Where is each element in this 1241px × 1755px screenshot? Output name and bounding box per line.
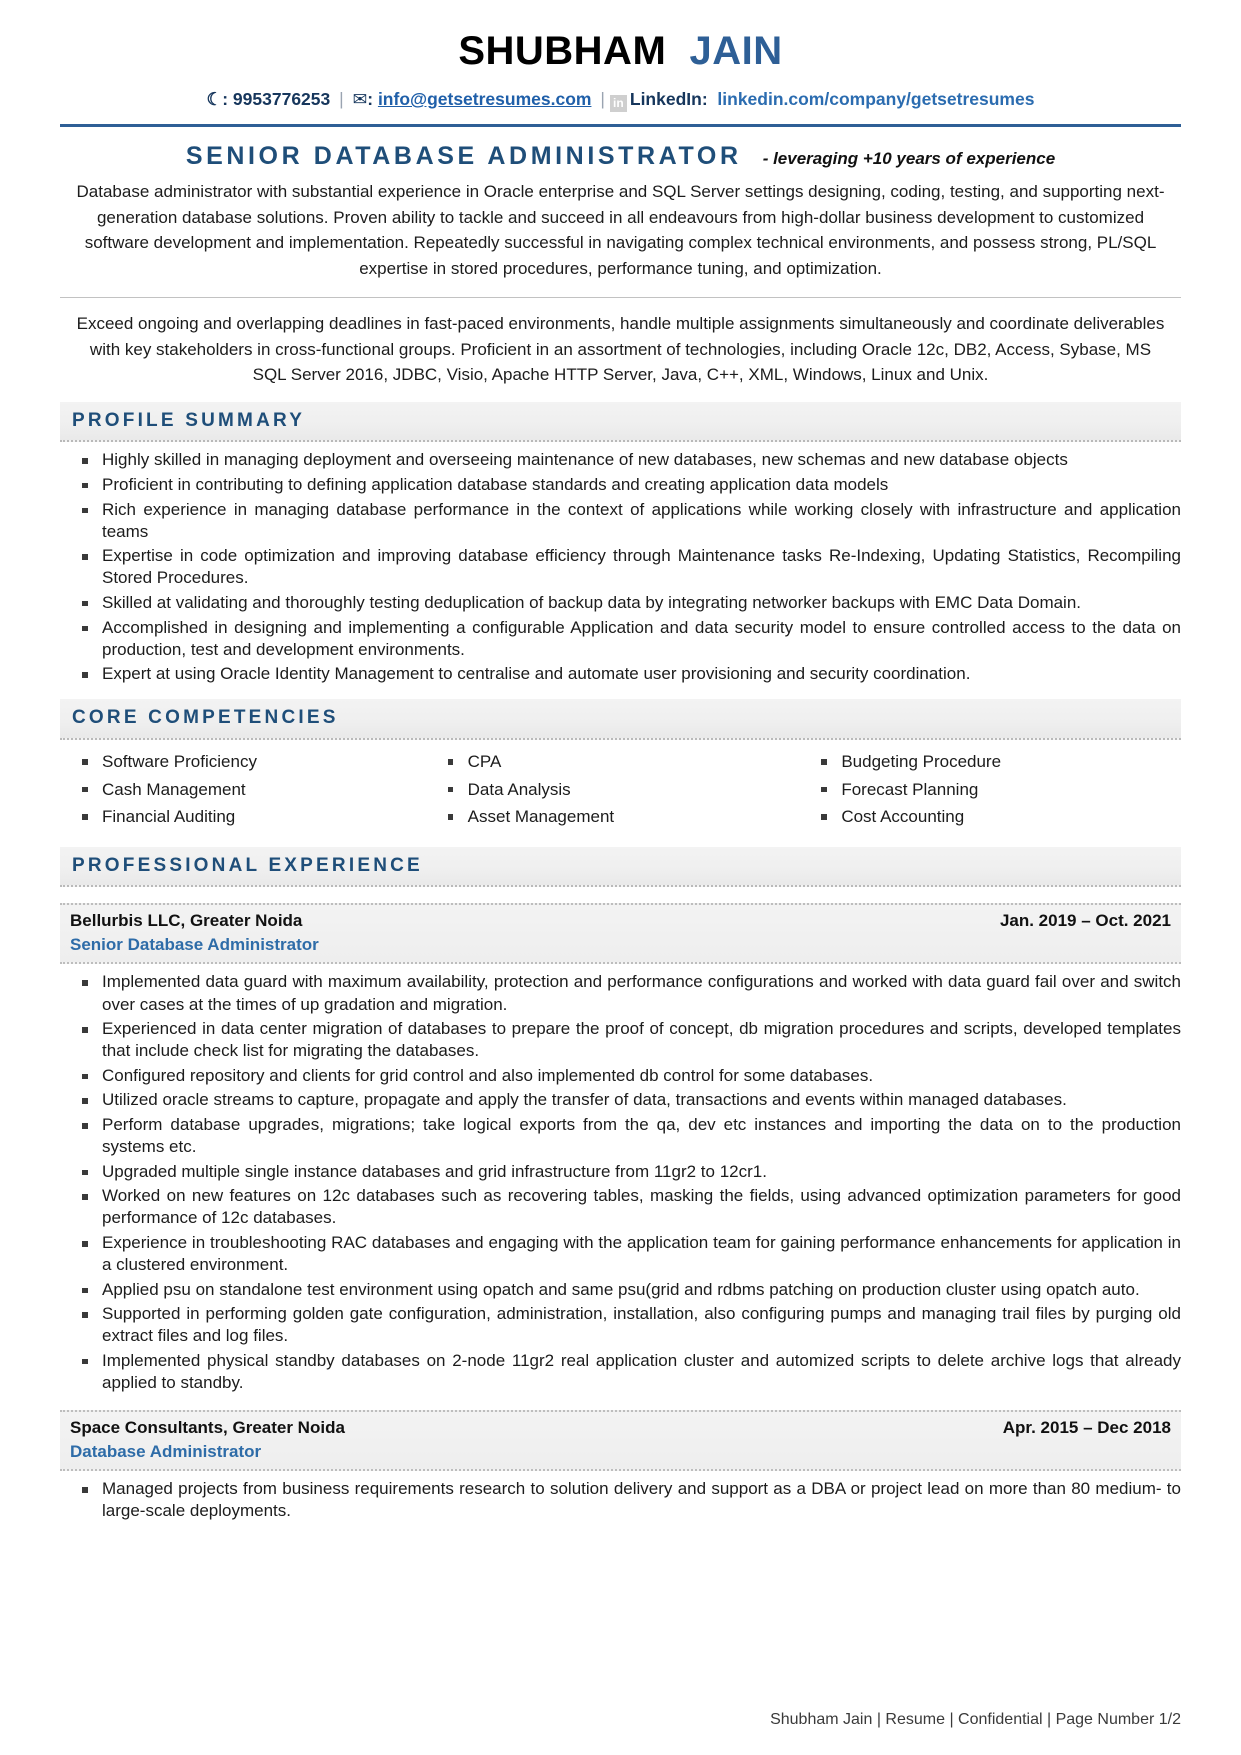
phone-icon: ☾ [206, 89, 223, 109]
phone-number: : 9953776253 [222, 89, 331, 109]
role-tagline: - leveraging +10 years of experience [762, 149, 1056, 168]
contact-line [60, 88, 1181, 112]
list-item: Perform database upgrades, migrations; take logical exports from the qa, dev etc instances and importing the data on to the production systems etc. [60, 1114, 1181, 1158]
section-title: CORE COMPETENCIES [72, 707, 339, 729]
candidate-name [60, 28, 1181, 74]
candidate-last-name: JAIN [689, 29, 783, 73]
list-item: Data Analysis [434, 778, 808, 801]
list-item: Supported in performing golden gate configuration, administration, installation, also configuring pumps and managing trail files by purging old extract files and log files. [60, 1303, 1181, 1347]
list-item: Applied psu on standalone test environment using opatch and same psu(grid and rdbms patching on production cluster using opatch auto. [60, 1279, 1181, 1301]
list-item: Software Proficiency [60, 750, 434, 773]
job-company: Space Consultants, Greater Noida [70, 1418, 345, 1438]
list-item: Upgraded multiple single instance databases and grid infrastructure from 11gr2 to 12cr1. [60, 1161, 1181, 1183]
list-item: Configured repository and clients for grid control and also implemented db control for some databases. [60, 1065, 1181, 1087]
email-icon: ✉ [352, 89, 368, 109]
job-title-row [70, 1418, 1171, 1438]
section-header-core-competencies [60, 699, 1181, 740]
list-item: Experienced in data center migration of databases to prepare the proof of concept, db migration procedures and scripts, developed templates that include check list for migrating the databases. [60, 1018, 1181, 1062]
list-item: CPA [434, 750, 808, 773]
role-title: SENIOR DATABASE ADMINISTRATOR [185, 142, 742, 170]
core-competencies-column-2 [434, 750, 808, 832]
list-item: Worked on new features on 12c databases such as recovering tables, masking the fields, using advanced optimization parameters for good performance of 12c databases. [60, 1185, 1181, 1229]
list-item: Managed projects from business requirements research to solution delivery and support as a DBA or project lead on more than 80 medium- to large-scale deployments. [60, 1478, 1181, 1522]
linkedin-url[interactable]: linkedin.com/company/getsetresumes [717, 89, 1035, 109]
candidate-first-name: SHUBHAM [458, 29, 667, 73]
job-header [60, 1410, 1181, 1471]
job-title-row [70, 911, 1171, 931]
job-role: Senior Database Administrator [70, 935, 319, 955]
job-header [60, 903, 1181, 964]
job-dates: Apr. 2015 – Dec 2018 [1002, 1418, 1171, 1438]
contact-separator-1: | [339, 89, 344, 109]
job-company: Bellurbis LLC, Greater Noida [70, 911, 303, 931]
linkedin-label: LinkedIn: [629, 89, 708, 109]
list-item: Rich experience in managing database performance in the context of applications while working closely with infrastructure and application teams [60, 499, 1181, 543]
list-item: Implemented data guard with maximum availability, protection and performance configurations and worked with data guard fail over and switch over cases at the times of up gradation and migration. [60, 971, 1181, 1015]
core-competencies-column-3 [807, 750, 1181, 832]
list-item: Budgeting Procedure [807, 750, 1181, 773]
list-item: Expertise in code optimization and improving database efficiency through Maintenance tasks Re-Indexing, Updating Statistics, Recompiling Stored Procedures. [60, 545, 1181, 589]
list-item: Accomplished in designing and implementing a configurable Application and data security model to ensure controlled access to the data on production, test and development environments. [60, 617, 1181, 661]
list-item: Cash Management [60, 778, 434, 801]
section-header-profile-summary [60, 402, 1181, 443]
core-competencies-column-1 [60, 750, 434, 832]
contact-separator-2: | [600, 89, 605, 109]
job-body [60, 971, 1181, 1394]
list-item: Financial Auditing [60, 805, 434, 828]
core-competencies-grid [60, 750, 1181, 832]
linkedin-icon: in [610, 95, 627, 112]
summary-divider [60, 297, 1181, 298]
job-role: Database Administrator [70, 1442, 262, 1462]
list-item: Skilled at validating and thoroughly testing deduplication of backup data by integrating networker backups with EMC Data Domain. [60, 592, 1181, 614]
section-title: PROFESSIONAL EXPERIENCE [72, 854, 423, 876]
job-bullet-list [60, 971, 1181, 1394]
job-bullet-list [60, 1478, 1181, 1522]
email-colon: : [367, 89, 374, 109]
list-item: Forecast Planning [807, 778, 1181, 801]
job-body [60, 1478, 1181, 1522]
list-item: Experience in troubleshooting RAC databases and engaging with the application team for gaining performance enhancements for application in a clustered environment. [60, 1232, 1181, 1276]
list-item: Highly skilled in managing deployment and overseeing maintenance of new databases, new schemas and new database objects [60, 449, 1181, 471]
page-footer: Shubham Jain | Resume | Confidential | Page Number 1/2 [770, 1711, 1181, 1728]
section-header-professional-experience [60, 847, 1181, 888]
email-link[interactable]: info@getsetresumes.com [377, 89, 592, 109]
summary-paragraph-2: Exceed ongoing and overlapping deadlines in fast-paced environments, handle multiple assignments simultaneously and coordinate deliverables with key stakeholders in cross-functional groups. Proficient in an assortment of technologies, including Oracle 12c, DB2, Access, Sybase, MS SQL Server 2016, JDBC, Visio, Apache HTTP Server, Java, C++, XML, Windows, Linux and Unix. [76, 314, 1165, 384]
summary-paragraph-1: Database administrator with substantial experience in Oracle enterprise and SQL Server settings designing, coding, testing, and supporting next-generation database solutions. Proven ability to tackle and succeed in all endeavours from high-dollar business development to customized software development and implementation. Repeatedly successful in navigating complex technical environments, and possess strong, PL/SQL expertise in stored procedures, performance tuning, and optimization. [76, 182, 1165, 278]
list-item: Expert at using Oracle Identity Management to centralise and automate user provisioning and security coordination. [60, 663, 1181, 685]
list-item: Cost Accounting [807, 805, 1181, 828]
list-item: Utilized oracle streams to capture, propagate and apply the transfer of data, transactions and events within managed databases. [60, 1089, 1181, 1111]
list-item: Proficient in contributing to defining application database standards and creating application data models [60, 474, 1181, 496]
section-title: PROFILE SUMMARY [72, 409, 306, 431]
list-item: Asset Management [434, 805, 808, 828]
job-dates: Jan. 2019 – Oct. 2021 [999, 911, 1171, 931]
list-item: Implemented physical standby databases on 2-node 11gr2 real application cluster and automized scripts to delete archive logs that already applied to standby. [60, 1350, 1181, 1394]
profile-summary-list [60, 449, 1181, 685]
header-divider [60, 124, 1181, 127]
role-title-row [60, 141, 1181, 171]
